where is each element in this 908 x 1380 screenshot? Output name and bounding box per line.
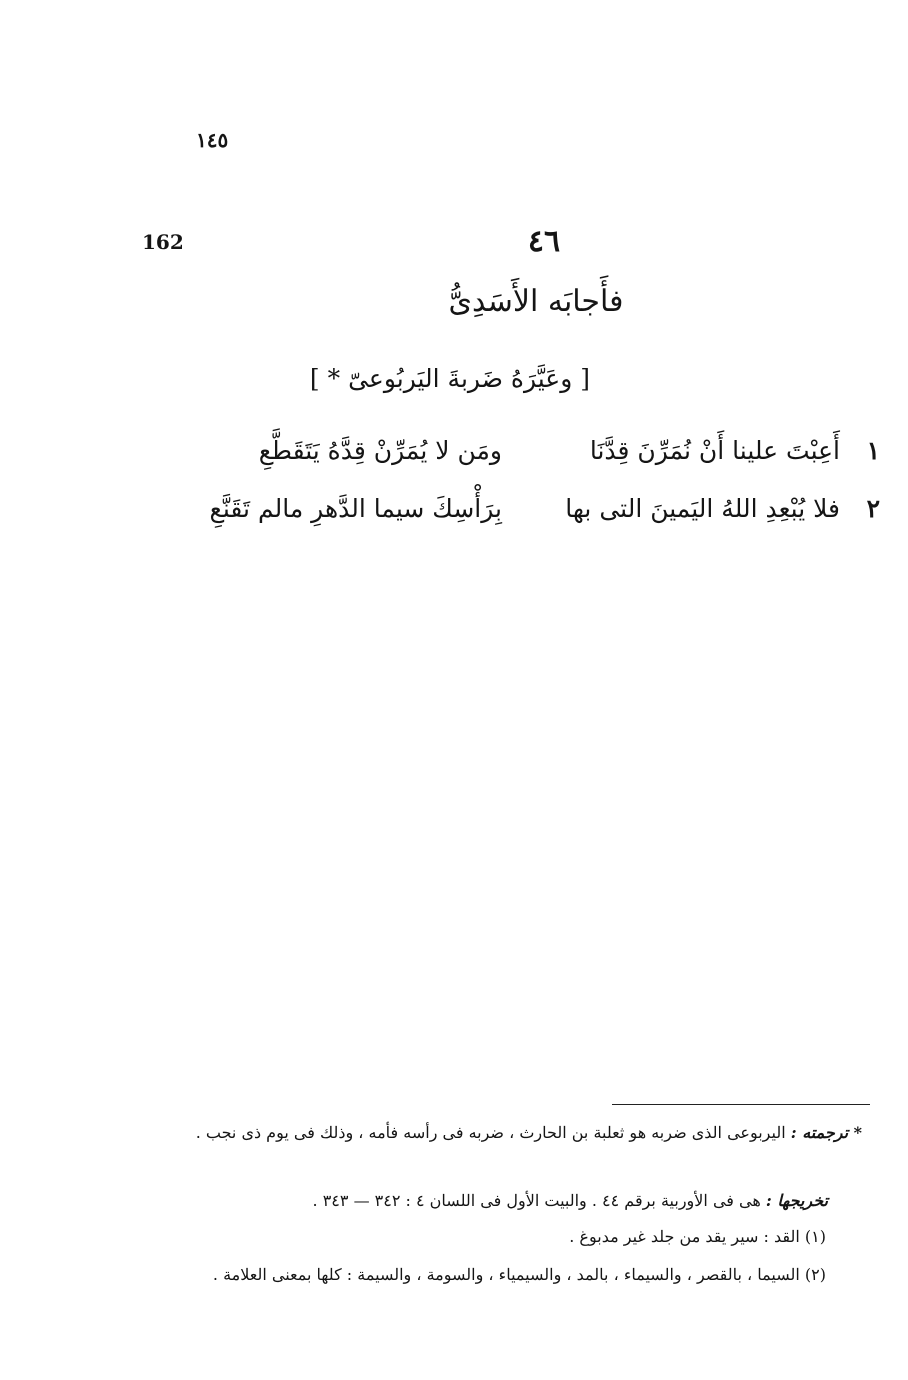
- verse-number: ١: [866, 436, 880, 465]
- footnote-translation: [192, 1118, 862, 1148]
- poem-title: فأَجابَه الأَسَدِىُّ: [448, 284, 624, 319]
- verse-first-hemistich: فلا يُبْعِدِ اللهُ اليَمينَ التى بها: [565, 494, 840, 523]
- verse-second-hemistich: ومَن لا يُمَرِّنْ قِدَّهُ يَتَقَطَّعِ: [258, 436, 502, 465]
- footnote-2: (٢) السيما ، بالقصر ، والسيماء ، بالمد ، والسيمياء ، والسومة ، والسيمة : كلها بمعنى العلامة .: [212, 1265, 826, 1284]
- takhrij-text: هى فى الأوربية برقم ٤٤ . والبيت الأول فى اللسان ٤ : ٣٤٢ — ٣٤٣ .: [312, 1191, 761, 1210]
- footnote-1: (١) القد : سير يقد من جلد غير مدبوغ .: [569, 1227, 826, 1246]
- verse-2: [200, 494, 880, 538]
- page-top-number: ١٤٥: [196, 128, 229, 152]
- verse-first-hemistich: أَعِبْتَ علينا أَنْ نُمَرِّنَ قِدَّنَا: [589, 436, 840, 465]
- verse-1: [200, 436, 880, 480]
- translation-text: اليربوعى الذى ضربه هو ثعلبة بن الحارث ، ضربه فى رأسه فأمه ، وذلك فى يوم ذى نجب .: [195, 1123, 786, 1142]
- takhrij-label: تخريجها :: [765, 1191, 828, 1210]
- page-edition-number: 162: [142, 230, 184, 254]
- verse-second-hemistich: بِرَأْسِكَ سيما الدَّهرِ مالم تَقَنَّعِ: [209, 494, 502, 523]
- footnote-takhrij: [208, 1186, 828, 1216]
- translation-label: * ترجمته :: [790, 1123, 862, 1142]
- footnote-divider: [612, 1104, 870, 1105]
- poem-subtitle: [ وعَيَّرَهُ ضَربةَ اليَربُوعىّ * ]: [309, 364, 590, 393]
- poem-number: ٤٦: [527, 224, 561, 259]
- verse-number: ٢: [866, 494, 880, 523]
